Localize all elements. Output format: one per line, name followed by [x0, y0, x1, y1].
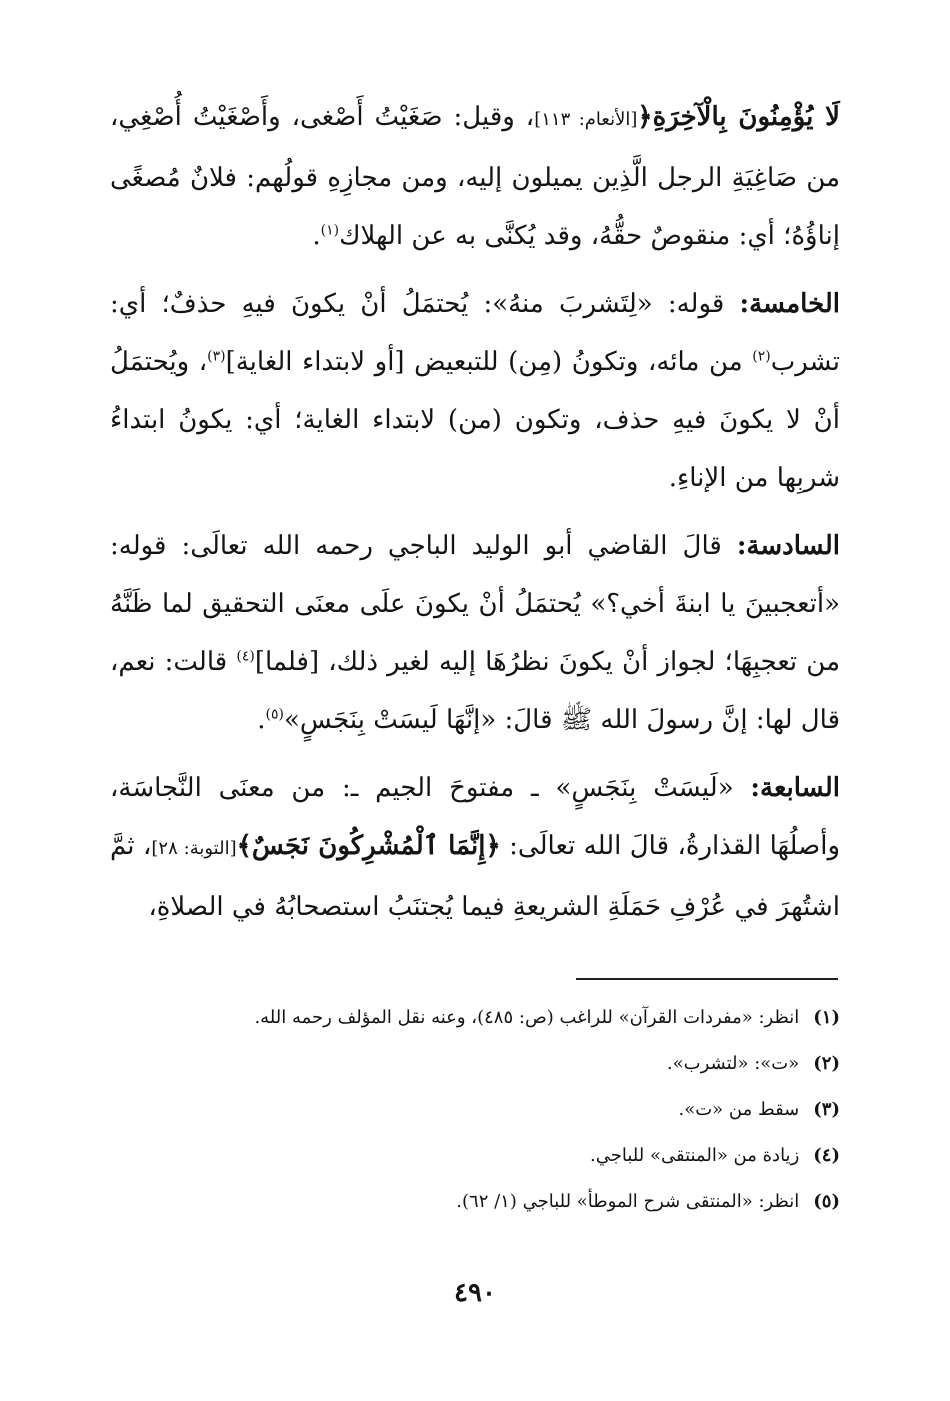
section-lead: الخامسة:	[739, 289, 840, 319]
paragraph-text: ، وقيل: صَغَيْتُ أَصْغى، وأَصْغَيْتُ أُصْغِي، من صَاغِيَةِ الرجل الَّذِين يميلون إليه، ومن مجازِهِ قولُهم: فلانٌ مُصغًى إناؤُهُ؛ أي: منقوصٌ حقُّهُ، وقد يُكنَّى به عن الهلاك	[110, 102, 840, 251]
footnote-marker: (٢)	[752, 348, 771, 365]
page-number: ٤٩٠	[454, 1278, 496, 1308]
footnote-number: (٣)	[813, 1099, 840, 1120]
paragraph-text: ، ثمَّ اشتُهرَ في عُرْفِ حَمَلَةِ الشريعةِ فيما يُجتنَبُ استصحابُهُ في الصلاةِ،	[110, 831, 840, 922]
paragraph-seventh	[110, 759, 840, 936]
quran-reference: [الأنعام: ١١٣]	[534, 109, 638, 130]
footnote-number: (٥)	[813, 1191, 840, 1212]
footnote-item	[110, 1133, 840, 1179]
paragraph-text: .	[257, 705, 266, 735]
footnote-item	[110, 1179, 840, 1225]
paragraph-intro	[110, 88, 840, 265]
quran-reference: [التوبة: ٢٨]	[151, 838, 237, 859]
quran-quote: لَا يُؤْمِنُونَ بِالْآخِرَةِ	[652, 102, 840, 132]
footnote-text: سقط من «ت».	[678, 1099, 800, 1120]
footnote-item	[110, 995, 840, 1041]
paragraph-text: قالت: نعم، قال لها: إنَّ رسولَ الله ﷺ قالَ: «إنَّهَا لَيسَتْ بِنَجَسٍ»	[110, 647, 840, 735]
footnote-item	[110, 1087, 840, 1133]
paragraph-text: قالَ القاضي أبو الوليد الباجي رحمه الله تعالَى: قوله: «أتعجبينَ يا ابنةَ أخي؟» يُحتمَلُ أنْ يكونَ علَى معنَى التحقيق لما ظَنَّهُ من تعجبِهَا؛ لجواز أنْ يكونَ نظرُهَا إليه لغير ذلك، [فلما]	[110, 531, 840, 677]
footnote-text: «ت»: «لتشرب».	[666, 1053, 800, 1074]
footnote-text: انظر: «مفردات القرآن» للراغب (ص: ٤٨٥)، وعنه نقل المؤلف رحمه الله.	[254, 1007, 800, 1028]
main-text	[110, 88, 840, 946]
footnote-text: زيادة من «المنتقى» للباجي.	[590, 1145, 800, 1166]
footnote-number: (٤)	[813, 1145, 840, 1166]
footnote-number: (٢)	[813, 1053, 840, 1074]
footnote-divider	[576, 978, 838, 980]
footnote-text: انظر: «المنتقى شرح الموطأ» للباجي (١/ ٦٢).	[456, 1191, 800, 1212]
paragraph-text: من مائه، وتكونُ (مِن) للتبعيض [أو لابتداء الغاية]	[225, 347, 753, 377]
footnote-item	[110, 1041, 840, 1087]
footnote-marker: (٥)	[265, 706, 285, 723]
paragraph-text: «لَيسَتْ بِنَجَسٍ» ـ مفتوحَ الجيم ـ: من معنَى النَّجاسَة، وأصلُهَا القذارةُ، قالَ الله تعالَى:	[110, 773, 840, 861]
footnote-number: (١)	[813, 1007, 840, 1028]
paragraph-text: قوله: «لِتَشربَ منهُ»: يُحتمَلُ أنْ يكونَ فيهِ حذفٌ؛ أي: تشرب	[110, 289, 840, 377]
paragraph-text: ، ويُحتمَلُ أنْ لا يكونَ فيهِ حذف، وتكون (من) لابتداء الغاية؛ أي: يكونُ ابتداءُ شربِها من الإناءِ.	[110, 347, 840, 493]
paragraph-text: .	[312, 221, 321, 251]
footnote-marker: (٣)	[207, 348, 226, 365]
quran-quote: ﴿إِنَّمَا ٱلْمُشْرِكُونَ نَجَسٌ﴾	[236, 831, 501, 861]
quran-bracket: ﴿	[637, 102, 653, 132]
paragraph-fifth	[110, 275, 840, 507]
footnote-marker: (٤)	[236, 648, 255, 665]
footnote-marker: (١)	[320, 222, 340, 239]
paragraph-sixth	[110, 517, 840, 749]
section-lead: السادسة:	[736, 531, 840, 561]
footnotes	[110, 995, 840, 1225]
section-lead: السابعة:	[750, 773, 840, 803]
